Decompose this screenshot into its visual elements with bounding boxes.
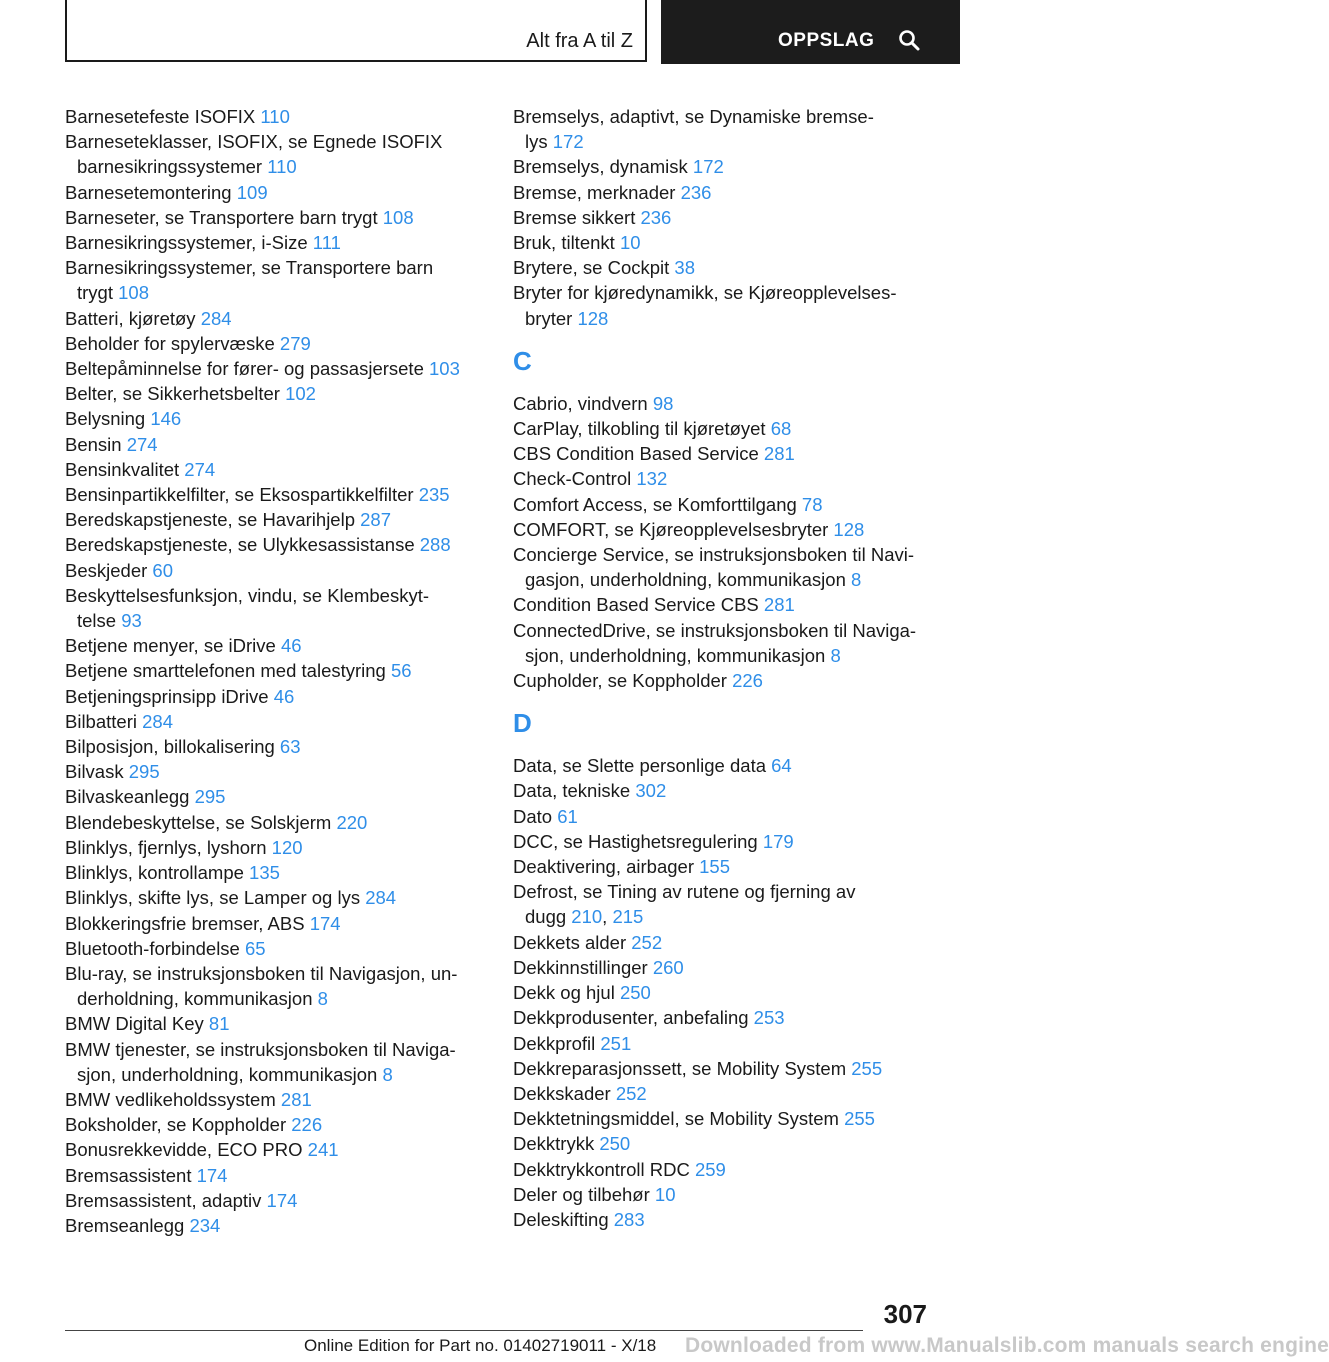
- index-entry-line: [513, 592, 938, 617]
- page-reference-link[interactable]: 241: [307, 1139, 339, 1161]
- index-entry-line: [65, 1188, 485, 1213]
- index-entry-text: Bremselys, dynamisk: [513, 156, 693, 178]
- page-reference-link[interactable]: 220: [336, 811, 368, 833]
- index-entry-text: Concierge Service, se instruksjonsboken til Navi-: [513, 544, 915, 566]
- index-entry-text: Barnesetefeste ISOFIX: [65, 106, 261, 127]
- index-entry-line: [65, 1112, 485, 1137]
- index-entry-text: Dekktrykkontroll RDC: [513, 1158, 695, 1180]
- index-entry-line: [513, 879, 938, 904]
- page-reference-link[interactable]: 295: [194, 786, 226, 808]
- index-entry-text: Blinklys, kontrollampe: [65, 862, 250, 884]
- page-reference-link[interactable]: 284: [365, 887, 397, 909]
- index-entry-text: Condition Based Service CBS: [513, 594, 764, 616]
- index-entry-text: Bonusrekkevidde, ECO PRO: [65, 1139, 308, 1161]
- index-entry-line: [65, 633, 485, 658]
- page-reference-link[interactable]: 10: [619, 232, 641, 254]
- index-entry-line: [65, 911, 485, 936]
- chapter-tab-label: Alt fra A til Z: [526, 30, 633, 52]
- index-entry-line: [513, 205, 938, 230]
- index-entry-text: Bremseanlegg: [65, 1214, 190, 1236]
- page-reference-link[interactable]: 250: [599, 1133, 631, 1155]
- index-entry-line: [513, 643, 938, 668]
- index-entry-line: [513, 1131, 938, 1156]
- index-entry-text: BMW vedlikeholdssystem: [65, 1088, 281, 1110]
- page-reference-link[interactable]: 287: [360, 509, 392, 531]
- page-reference-link[interactable]: 8: [317, 988, 328, 1010]
- index-entry-line: [65, 1213, 485, 1238]
- index-entry-text: Beredskapstjeneste, se Ulykkesassistanse: [65, 534, 420, 556]
- index-entry-text: Blinklys, fjernlys, lyshorn: [65, 836, 272, 858]
- index-letter-heading: C: [513, 345, 532, 376]
- index-entry-text: DCC, se Hastighetsregulering: [513, 830, 763, 852]
- index-entry-line: [513, 1056, 938, 1081]
- index-entry-line: [65, 1037, 485, 1062]
- page-reference-link[interactable]: 288: [419, 534, 451, 556]
- index-entry-text: BMW tjenester, se instruksjonsboken til Naviga-: [65, 1038, 456, 1060]
- index-entry-text: Barneseteklasser, ISOFIX, se Egnede ISOFIX: [65, 131, 443, 153]
- index-entry-text: Blu-ray, se instruksjonsboken til Navigasjon, un-: [65, 962, 458, 984]
- index-entry-text: derholdning, kommunikasjon: [77, 988, 318, 1010]
- section-tab[interactable]: [661, 0, 960, 64]
- page-reference-link[interactable]: 302: [635, 780, 667, 802]
- index-entry-text: Beredskapstjeneste, se Havarihjelp: [65, 509, 361, 531]
- page-reference-link[interactable]: 260: [652, 956, 684, 978]
- index-entry-line: [65, 709, 485, 734]
- index-entry-text: Barneseter, se Transportere barn trygt: [65, 206, 383, 228]
- page-reference-link[interactable]: 284: [142, 710, 173, 732]
- index-entry-text: lys: [525, 131, 553, 153]
- page-reference-link[interactable]: 174: [196, 1164, 228, 1186]
- page-reference-link[interactable]: 110: [260, 106, 290, 127]
- index-entry-line: [513, 542, 938, 567]
- page-reference-link[interactable]: 60: [152, 559, 173, 581]
- index-entry-line: [65, 381, 485, 406]
- index-entry-text: Bilposisjon, billokalisering: [65, 736, 280, 758]
- index-entry-line: [65, 154, 485, 179]
- index-entry-line: [513, 778, 938, 803]
- index-entry-text: Dekkprofil: [513, 1032, 601, 1054]
- index-entry-line: [513, 1106, 938, 1131]
- index-entry-line: [513, 306, 938, 331]
- index-entry-line: [65, 406, 485, 431]
- index-entry-line: [513, 492, 938, 517]
- page-reference-link[interactable]: 281: [763, 443, 795, 465]
- index-entry-line: [513, 154, 938, 179]
- page-reference-link[interactable]: 284: [200, 307, 232, 329]
- page-reference-link[interactable]: 56: [390, 660, 412, 682]
- index-entry-line: [65, 986, 485, 1011]
- index-entry-text: CarPlay, tilkobling til kjøretøyet: [513, 418, 771, 440]
- index-entry-text: Bremsassistent: [65, 1164, 197, 1186]
- page-reference-link[interactable]: 103: [429, 358, 460, 380]
- page-reference-link[interactable]: 132: [636, 468, 668, 490]
- index-entry-text: COMFORT, se Kjøreopplevelsesbryter: [513, 518, 834, 540]
- index-entry-line: [65, 1163, 485, 1188]
- index-entry-line: [65, 180, 485, 205]
- index-entry-text: Belter, se Sikkerhetsbelter: [65, 383, 286, 405]
- page-reference-link[interactable]: 174: [266, 1189, 298, 1211]
- index-entry-text: gasjon, underholdning, kommunikasjon: [525, 569, 852, 591]
- index-entry-text: Dekkinnstillinger: [513, 956, 653, 978]
- index-entry-text: Betjene smarttelefonen med talestyring: [65, 660, 391, 682]
- page-reference-link[interactable]: 63: [279, 736, 301, 758]
- index-entry-line: [513, 904, 938, 929]
- index-entry-line: [65, 230, 485, 255]
- index-entry-text: ConnectedDrive, se instruksjonsboken til Naviga-: [513, 619, 917, 641]
- page-reference-link[interactable]: 110: [267, 156, 297, 178]
- index-entry-line: [513, 180, 938, 205]
- index-entry-text: Data, se Slette personlige data: [513, 755, 772, 777]
- index-entry-text: Defrost, se Tining av rutene og fjerning av: [513, 881, 856, 903]
- index-entry-line: [65, 1087, 485, 1112]
- index-entry-line: [513, 618, 938, 643]
- index-letter-heading: D: [513, 708, 532, 739]
- index-entry-line: [65, 810, 485, 835]
- index-entry-line: [65, 885, 485, 910]
- index-entry-text: ,: [602, 906, 613, 928]
- index-entry-line: [65, 835, 485, 860]
- page-reference-link[interactable]: 274: [184, 458, 216, 480]
- page-reference-link[interactable]: 78: [801, 493, 823, 515]
- index-entry-line: [65, 255, 485, 280]
- page-reference-link[interactable]: 128: [833, 518, 865, 540]
- section-tab-label: OPPSLAG: [778, 30, 875, 51]
- page-reference-link[interactable]: 108: [382, 206, 414, 228]
- index-entry-text: Bilbatteri: [65, 710, 143, 732]
- index-entry-text: barnesikringssystemer: [77, 156, 268, 178]
- page-reference-link[interactable]: 255: [851, 1057, 883, 1079]
- index-entry-line: [65, 1062, 485, 1087]
- index-entry-line: [513, 1182, 938, 1207]
- index-entry-line: [65, 784, 485, 809]
- index-entry-line: [513, 1157, 938, 1182]
- page-reference-link[interactable]: 93: [121, 610, 142, 632]
- index-entry-line: [65, 734, 485, 759]
- index-entry-text: sjon, underholdning, kommunikasjon: [77, 1063, 383, 1085]
- index-entry-text: Belysning: [65, 408, 151, 430]
- index-entry-line: [513, 955, 938, 980]
- index-entry-line: [513, 854, 938, 879]
- index-entry-text: Beholder for spylervæske: [65, 332, 280, 354]
- page-reference-link[interactable]: 46: [280, 635, 302, 657]
- index-entry-line: [513, 416, 938, 441]
- page-reference-link[interactable]: 252: [631, 931, 663, 953]
- index-entry-line: [65, 432, 485, 457]
- index-entry-text: dugg: [525, 906, 572, 928]
- index-entry-line: [65, 532, 485, 557]
- page-reference-link[interactable]: 8: [851, 569, 862, 591]
- index-entry-line: [513, 391, 938, 416]
- index-entry-text: trygt: [77, 282, 119, 304]
- index-entry-text: Deleskifting: [513, 1208, 614, 1230]
- page-reference-link[interactable]: 64: [771, 755, 792, 777]
- index-entry-text: Bensinkvalitet: [65, 458, 185, 480]
- page-reference-link[interactable]: 250: [619, 982, 651, 1004]
- page-reference-link[interactable]: 68: [770, 418, 792, 440]
- index-entry-line: [65, 482, 485, 507]
- page-reference-link[interactable]: 295: [128, 761, 160, 783]
- index-entry-line: [513, 1081, 938, 1106]
- index-entry-text: Cabrio, vindvern: [513, 392, 653, 414]
- page-reference-link[interactable]: 172: [552, 131, 584, 153]
- index-entry-text: telse: [77, 610, 122, 632]
- page-reference-link[interactable]: 259: [694, 1158, 726, 1180]
- page-reference-link[interactable]: 109: [236, 181, 268, 203]
- page-reference-link[interactable]: 253: [753, 1007, 785, 1029]
- index-entry-line: [65, 658, 485, 683]
- index-entry-text: Barnesikringssystemer, i-Size: [65, 232, 313, 254]
- page-reference-link[interactable]: 251: [600, 1032, 632, 1054]
- index-entry-text: Check-Control: [513, 468, 637, 490]
- page-reference-link[interactable]: 235: [418, 484, 450, 506]
- index-entry-line: [65, 608, 485, 633]
- index-entry-line: [513, 441, 938, 466]
- index-entry-text: Bensinpartikkelfilter, se Eksospartikkelfilter: [65, 484, 419, 506]
- index-entry-line: [65, 684, 485, 709]
- index-entry-text: Deaktivering, airbager: [513, 856, 700, 878]
- footer-edition: Online Edition for Part no. 01402719011 - X/18: [304, 1336, 657, 1355]
- index-entry-line: [513, 466, 938, 491]
- page-reference-link[interactable]: 281: [763, 594, 795, 616]
- page-reference-link[interactable]: 38: [674, 257, 695, 279]
- page-reference-link[interactable]: 135: [249, 862, 280, 884]
- page-reference-link[interactable]: 10: [654, 1183, 676, 1205]
- index-entry-text: Bensin: [65, 433, 127, 455]
- index-entry-text: Bluetooth-forbindelse: [65, 937, 245, 959]
- page-reference-link[interactable]: 61: [557, 805, 578, 827]
- index-entry-line: [65, 331, 485, 356]
- page-reference-link[interactable]: 81: [208, 1013, 230, 1035]
- index-entry-text: sjon, underholdning, kommunikasjon: [525, 644, 831, 666]
- index-entry-text: Beskjeder: [65, 559, 153, 581]
- index-entry-line: [513, 930, 938, 955]
- index-entry-text: Deler og tilbehør: [513, 1183, 655, 1205]
- index-entry-text: Dekkets alder: [513, 931, 632, 953]
- index-entry-line: [65, 104, 485, 129]
- index-entry-line: [65, 507, 485, 532]
- index-entry-text: Dato: [513, 805, 558, 827]
- index-entry-line: [65, 936, 485, 961]
- index-entry-text: Batteri, kjøretøy: [65, 307, 201, 329]
- index-entry-text: Blendebeskyttelse, se Solskjerm: [65, 811, 337, 833]
- index-entry-line: [513, 753, 938, 778]
- index-entry-line: [65, 860, 485, 885]
- page-reference-link[interactable]: 179: [762, 830, 794, 852]
- index-entry-line: [65, 129, 485, 154]
- index-entry-text: Boksholder, se Koppholder: [65, 1114, 292, 1136]
- index-entry-text: Blokkeringsfrie bremser, ABS: [65, 912, 310, 934]
- page-reference-link[interactable]: 279: [279, 332, 311, 354]
- index-entry-text: CBS Condition Based Service: [513, 443, 764, 465]
- page-reference-link[interactable]: 128: [577, 307, 609, 329]
- index-entry-text: Barnesikringssystemer, se Transportere barn: [65, 257, 434, 279]
- index-entry-line: [513, 668, 938, 693]
- page-reference-link[interactable]: 111: [312, 232, 341, 254]
- index-column-left: [65, 104, 485, 1238]
- index-entry-line: [65, 558, 485, 583]
- index-entry-text: Bremse, merknader: [513, 181, 681, 203]
- index-entry-text: Beskyttelsesfunksjon, vindu, se Klembeskyt-: [65, 584, 429, 606]
- page-reference-link[interactable]: 8: [382, 1063, 393, 1085]
- index-entry-text: Bruk, tiltenkt: [513, 232, 620, 254]
- index-entry-text: Blinklys, skifte lys, se Lamper og lys: [65, 887, 366, 909]
- index-entry-text: Bilvaskeanlegg: [65, 786, 195, 808]
- index-entry-text: BMW Digital Key: [65, 1013, 209, 1035]
- index-entry-line: [65, 961, 485, 986]
- index-entry-line: [513, 517, 938, 542]
- page-reference-link[interactable]: 146: [150, 408, 182, 430]
- index-entry-text: Comfort Access, se Komforttilgang: [513, 493, 802, 515]
- index-entry-text: Dekkreparasjonssett, se Mobility System: [513, 1057, 852, 1079]
- index-entry-line: [65, 280, 485, 305]
- index-entry-text: Dekk og hjul: [513, 982, 620, 1004]
- index-entry-text: Cupholder, se Koppholder: [513, 670, 733, 692]
- index-entry-line: [65, 306, 485, 331]
- index-entry-text: Brytere, se Cockpit: [513, 257, 675, 279]
- page-reference-link[interactable]: 102: [285, 383, 316, 405]
- index-entry-text: bryter: [525, 307, 578, 329]
- page-reference-link[interactable]: 108: [118, 282, 149, 304]
- index-entry-text: Bryter for kjøredynamikk, se Kjøreopplevelses-: [513, 282, 897, 304]
- page-reference-link[interactable]: 174: [309, 912, 341, 934]
- index-entry-text: Dekktrykk: [513, 1133, 600, 1155]
- index-entry-text: Dekkprodusenter, anbefaling: [513, 1007, 754, 1029]
- index-entry-text: Dekktetningsmiddel, se Mobility System: [513, 1108, 845, 1130]
- index-entry-line: [513, 1005, 938, 1030]
- index-entry-text: Bilvask: [65, 761, 129, 783]
- chapter-tab[interactable]: [65, 0, 647, 62]
- page-reference-link[interactable]: 283: [613, 1208, 645, 1230]
- search-icon[interactable]: [897, 28, 921, 52]
- page-reference-link[interactable]: 46: [273, 685, 295, 707]
- page-reference-link[interactable]: 252: [615, 1082, 647, 1104]
- index-entry-text: Betjeningsprinsipp iDrive: [65, 685, 274, 707]
- index-entry-line: [513, 230, 938, 255]
- page-reference-link[interactable]: 172: [692, 156, 724, 178]
- index-entry-line: [65, 457, 485, 482]
- index-entry-text: Bremselys, adaptivt, se Dynamiske bremse-: [513, 106, 874, 127]
- index-entry-line: [513, 129, 938, 154]
- page-reference-link[interactable]: 255: [844, 1108, 875, 1130]
- index-entry-line: [513, 829, 938, 854]
- index-entry-line: [65, 583, 485, 608]
- page-reference-link[interactable]: 226: [732, 670, 763, 692]
- page-reference-link[interactable]: 210: [571, 906, 603, 928]
- footer-divider: [65, 1330, 863, 1331]
- index-entry-line: [65, 1137, 485, 1162]
- index-entry-line: [65, 356, 485, 381]
- index-entry-text: Betjene menyer, se iDrive: [65, 635, 281, 657]
- index-entry-text: Bremsassistent, adaptiv: [65, 1189, 267, 1211]
- index-entry-line: [65, 759, 485, 784]
- page-reference-link[interactable]: 98: [652, 392, 674, 414]
- index-entry-line: [513, 280, 938, 305]
- page-reference-link[interactable]: 215: [612, 906, 644, 928]
- watermark: Downloaded from www.Manualslib.com manuals search engine: [685, 1334, 1329, 1357]
- index-entry-text: Dekkskader: [513, 1082, 616, 1104]
- index-entry-line: [65, 205, 485, 230]
- page-header: [0, 0, 960, 64]
- index-column-right: [513, 104, 938, 1232]
- index-entry-line: [513, 255, 938, 280]
- index-entry-line: [513, 980, 938, 1005]
- index-entry-line: [513, 104, 938, 129]
- page-reference-link[interactable]: 236: [640, 206, 672, 228]
- page-reference-link[interactable]: 8: [830, 644, 841, 666]
- index-entry-line: [513, 804, 938, 829]
- index-entry-line: [513, 1031, 938, 1056]
- page-reference-link[interactable]: 65: [244, 937, 266, 959]
- page-reference-link[interactable]: 236: [680, 181, 712, 203]
- page-reference-link[interactable]: 120: [271, 836, 303, 858]
- index-entry-text: Beltepåminnelse for fører- og passasjersete: [65, 358, 430, 380]
- page-reference-link[interactable]: 226: [291, 1114, 323, 1136]
- index-entry-line: [513, 1207, 938, 1232]
- page-reference-link[interactable]: 274: [126, 433, 158, 455]
- page-reference-link[interactable]: 155: [699, 856, 730, 878]
- page-reference-link[interactable]: 234: [189, 1214, 221, 1236]
- page-reference-link[interactable]: 281: [280, 1088, 312, 1110]
- index-entry-text: Data, tekniske: [513, 780, 636, 802]
- index-entry-text: Bremse sikkert: [513, 206, 641, 228]
- index-entry-line: [513, 567, 938, 592]
- index-entry-line: [65, 1011, 485, 1036]
- page-number: 307: [883, 1299, 927, 1329]
- index-entry-text: Barnesetemontering: [65, 181, 237, 203]
